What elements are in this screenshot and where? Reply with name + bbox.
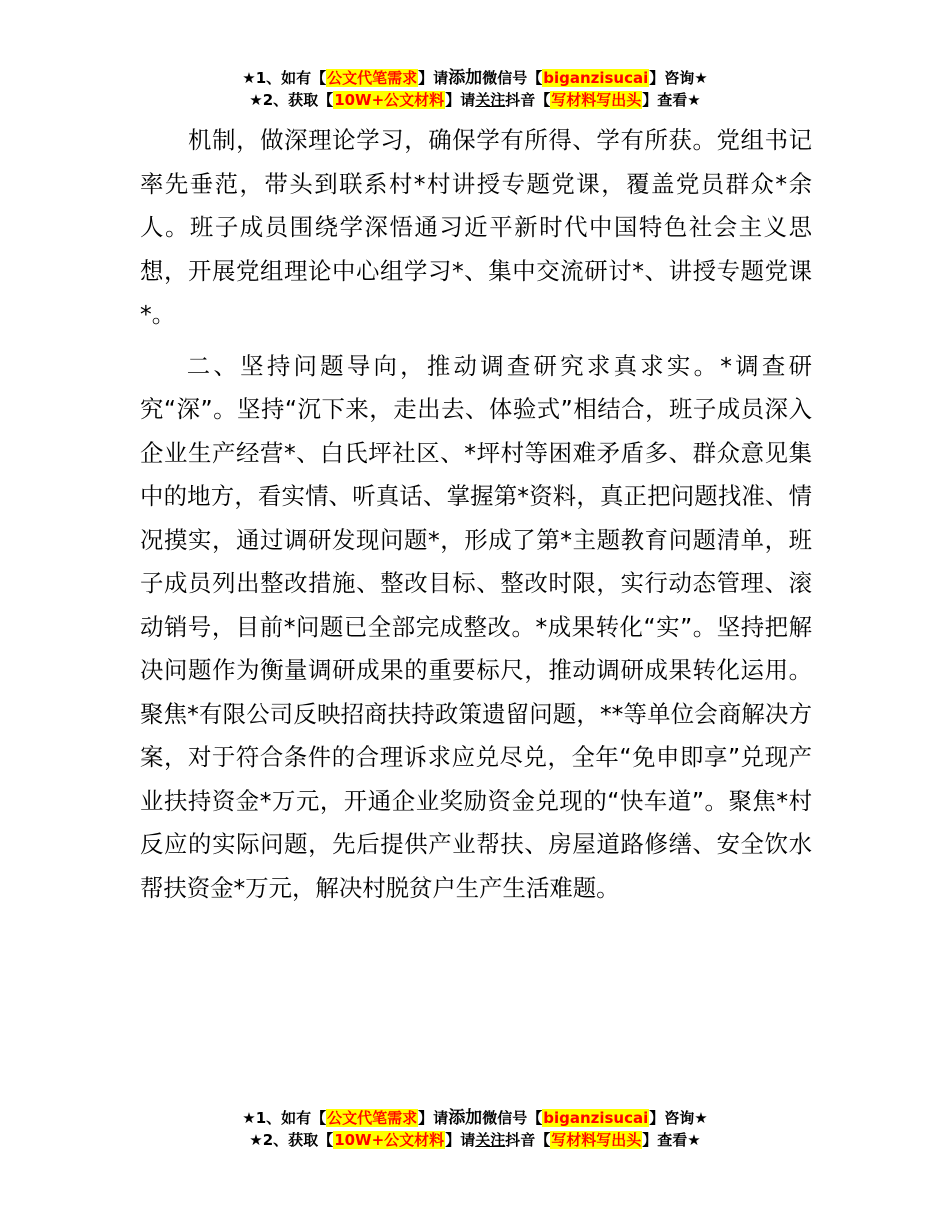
banner-text: 】查看★	[642, 91, 701, 109]
banner-emphasis: 关注	[475, 1131, 506, 1149]
banner-text: 微信号【	[482, 69, 543, 87]
banner-text: 微信号【	[482, 1109, 543, 1127]
highlight-douyin-id: 写材料写出头	[551, 1131, 642, 1149]
paragraph: 二、坚持问题导向，推动调查研究求真求实。*调查研究“深”。坚持“沉下来，走出去、体验式”相结合，班子成员深入企业生产经营*、白氏坪社区、*坪村等困难矛盾多、群众意见集中的地方，看实情、听真话、掌握第*资料，真正把问题找准、情况摸实，通过调研发现问题*，形成了第*主题教育问题清单，班子成员列出整改措施、整改目标、整改时限，实行动态管理、滚动销号，目前*问题已全部完成整改。*成果转化“实”。坚持把解决问题作为衡量调研成果的重要标尺，推动调研成果转化运用。聚焦*有限公司反映招商扶持政策遗留问题，**等单位会商解决方案，对于符合条件的合理诉求应兑尽兑，全年“免申即享”兑现产业扶持资金*万元，开通企业奖励资金兑现的“快车道”。聚焦*村反应的实际问题，先后提供产业帮扶、房屋道路修缮、安全饮水帮扶资金*万元，解决村脱贫户生产生活难题。	[140, 351, 812, 902]
banner-emphasis: 添加	[448, 1108, 483, 1128]
banner-text: ★1、如有【	[242, 69, 327, 87]
paragraph: 机制，做深理论学习，确保学有所得、学有所获。党组书记率先垂范，带头到联系村*村讲授专题党课，覆盖党员群众*余人。班子成员围绕学深悟通习近平新时代中国特色社会主义思想，开展党组理论中心组学习*、集中交流研讨*、讲授专题党课*。	[140, 126, 812, 328]
highlight-service: 公文代笔需求	[327, 1109, 418, 1127]
banner-text: 】查看★	[642, 1131, 701, 1149]
banner-text: 】咨询★	[649, 69, 708, 87]
highlight-materials: 10W+公文材料	[334, 1131, 445, 1149]
banner-text: ★1、如有【	[242, 1109, 327, 1127]
banner-line-1	[0, 67, 950, 89]
banner-emphasis: 关注	[475, 91, 506, 109]
banner-text: 抖音【	[505, 91, 551, 109]
footer-banner	[0, 1107, 950, 1151]
highlight-wechat-id: biganzisucai	[543, 1109, 649, 1127]
banner-emphasis: 添加	[448, 68, 483, 88]
banner-text: 】请	[418, 1109, 449, 1127]
banner-line-2	[0, 1129, 950, 1151]
banner-text: 】请	[445, 91, 476, 109]
banner-line-1	[0, 1107, 950, 1129]
banner-text: ★2、获取【	[249, 91, 334, 109]
header-banner	[0, 67, 950, 111]
banner-text: 】请	[445, 1131, 476, 1149]
banner-text: 抖音【	[505, 1131, 551, 1149]
highlight-douyin-id: 写材料写出头	[551, 91, 642, 109]
banner-text: 】咨询★	[649, 1109, 708, 1127]
document-body	[140, 119, 812, 910]
banner-text: 】请	[418, 69, 449, 87]
highlight-wechat-id: biganzisucai	[543, 69, 649, 87]
banner-line-2	[0, 89, 950, 111]
highlight-materials: 10W+公文材料	[334, 91, 445, 109]
banner-text: ★2、获取【	[249, 1131, 334, 1149]
highlight-service: 公文代笔需求	[327, 69, 418, 87]
